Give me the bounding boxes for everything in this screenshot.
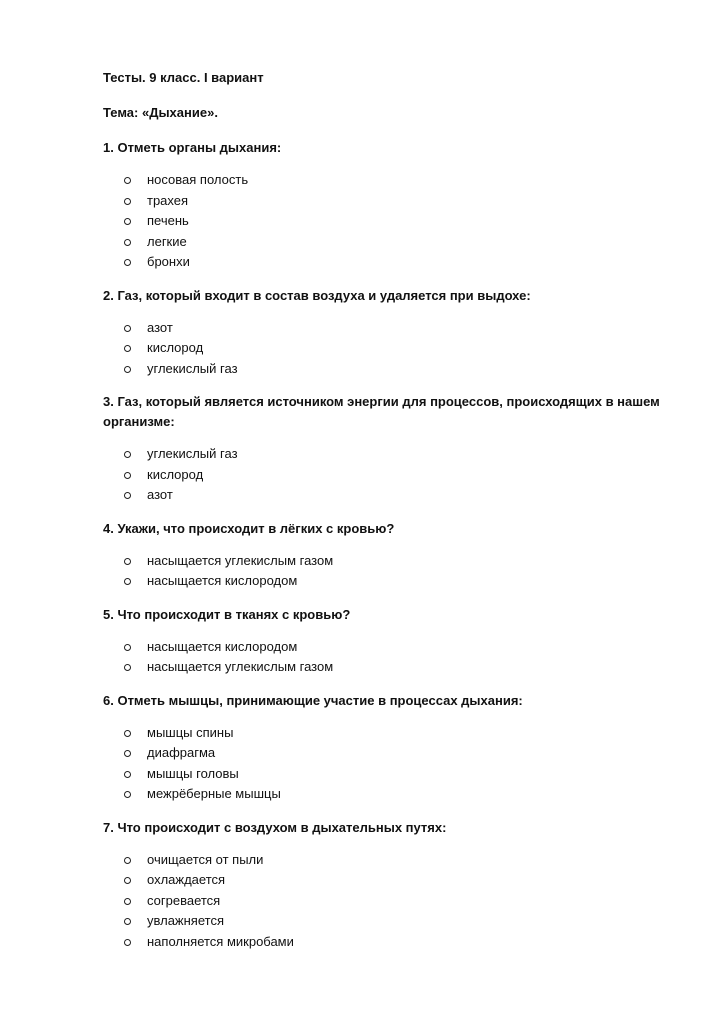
- answer-option-label: насыщается кислородом: [147, 573, 298, 588]
- answer-option-label: наполняется микробами: [147, 933, 294, 949]
- answer-option-label: согревается: [147, 892, 221, 908]
- circle-bullet-icon: [124, 472, 131, 479]
- answer-option-label: мышцы головы: [147, 765, 239, 781]
- question-text: 7. Что происходит с воздухом в дыхательных путях:: [103, 819, 447, 835]
- answer-option: [103, 485, 683, 506]
- answer-option-label: углекислый газ: [147, 446, 238, 461]
- question-block: [103, 286, 683, 380]
- answer-option: [103, 170, 683, 191]
- question-text: 6. Отметь мышцы, принимающие участие в процессах дыхания:: [103, 692, 523, 708]
- circle-bullet-icon: [124, 750, 131, 757]
- circle-bullet-icon: [124, 578, 131, 585]
- answer-option: [103, 932, 683, 953]
- circle-bullet-icon: [124, 857, 131, 864]
- answer-option-label: азот: [147, 319, 173, 335]
- circle-bullet-icon: [124, 664, 131, 671]
- question-block: [103, 138, 683, 273]
- circle-bullet-icon: [124, 259, 131, 266]
- circle-bullet-icon: [124, 239, 131, 246]
- answer-option: [103, 338, 683, 359]
- answer-option: [103, 191, 683, 212]
- question-text: 3. Газ, который является источником энергии для процессов, происходящих в нашем организме:: [103, 394, 660, 429]
- answer-option: [103, 318, 683, 339]
- answer-option: [103, 211, 683, 232]
- answer-option: [103, 743, 683, 764]
- circle-bullet-icon: [124, 492, 131, 499]
- answer-option: [103, 232, 683, 253]
- question-block: [103, 392, 683, 506]
- circle-bullet-icon: [124, 771, 131, 778]
- circle-bullet-icon: [124, 366, 131, 373]
- answer-option-label: диафрагма: [147, 745, 216, 760]
- document-page: [103, 68, 683, 965]
- question-text: 2. Газ, который входит в состав воздуха и удаляется при выдохе:: [103, 287, 531, 303]
- answer-option-label: бронхи: [147, 254, 190, 269]
- answer-option: [103, 657, 683, 678]
- question-text: 5. Что происходит в тканях с кровью?: [103, 606, 351, 622]
- question-block: [103, 519, 683, 592]
- answer-option-label: насыщается углекислым газом: [147, 552, 334, 568]
- circle-bullet-icon: [124, 198, 131, 205]
- answer-option-label: очищается от пыли: [147, 851, 264, 867]
- answer-options: [103, 723, 683, 805]
- circle-bullet-icon: [124, 177, 131, 184]
- circle-bullet-icon: [124, 644, 131, 651]
- circle-bullet-icon: [124, 791, 131, 798]
- answer-option-label: межрёберные мышцы: [147, 786, 281, 801]
- circle-bullet-icon: [124, 345, 131, 352]
- test-title: Тесты. 9 класс. I вариант: [103, 70, 264, 85]
- answer-option: [103, 551, 683, 572]
- answer-option: [103, 850, 683, 871]
- answer-option: [103, 571, 683, 592]
- answer-option-label: азот: [147, 487, 173, 502]
- answer-option-label: насыщается углекислым газом: [147, 659, 334, 674]
- question-block: [103, 818, 683, 953]
- answer-option-label: увлажняется: [147, 913, 224, 928]
- answer-option: [103, 891, 683, 912]
- circle-bullet-icon: [124, 218, 131, 225]
- answer-option-label: трахея: [147, 192, 189, 208]
- circle-bullet-icon: [124, 558, 131, 565]
- answer-option-label: кислород: [147, 466, 204, 482]
- answer-option-label: мышцы спины: [147, 724, 234, 740]
- answer-option: [103, 359, 683, 380]
- test-topic: Тема: «Дыхание».: [103, 105, 218, 120]
- answer-options: [103, 637, 683, 678]
- circle-bullet-icon: [124, 939, 131, 946]
- answer-option-label: носовая полость: [147, 172, 249, 187]
- answer-option: [103, 444, 683, 465]
- answer-option: [103, 252, 683, 273]
- question-text: 1. Отметь органы дыхания:: [103, 140, 282, 155]
- answer-option-label: насыщается кислородом: [147, 638, 298, 654]
- answer-option-label: охлаждается: [147, 872, 226, 887]
- circle-bullet-icon: [124, 325, 131, 332]
- answer-option: [103, 911, 683, 932]
- question-block: [103, 691, 683, 805]
- answer-option: [103, 637, 683, 658]
- answer-option-label: печень: [147, 213, 189, 228]
- circle-bullet-icon: [124, 730, 131, 737]
- circle-bullet-icon: [124, 918, 131, 925]
- question-text: 4. Укажи, что происходит в лёгких с кровью?: [103, 520, 395, 536]
- answer-option-label: углекислый газ: [147, 360, 238, 376]
- answer-options: [103, 318, 683, 380]
- answer-option: [103, 870, 683, 891]
- answer-options: [103, 551, 683, 592]
- answer-options: [103, 850, 683, 953]
- answer-option: [103, 784, 683, 805]
- answer-options: [103, 444, 683, 506]
- answer-options: [103, 170, 683, 273]
- answer-option-label: кислород: [147, 340, 204, 355]
- circle-bullet-icon: [124, 451, 131, 458]
- circle-bullet-icon: [124, 898, 131, 905]
- question-list: [103, 138, 683, 952]
- question-block: [103, 605, 683, 678]
- answer-option: [103, 764, 683, 785]
- answer-option: [103, 465, 683, 486]
- answer-option: [103, 723, 683, 744]
- answer-option-label: легкие: [147, 233, 187, 249]
- circle-bullet-icon: [124, 877, 131, 884]
